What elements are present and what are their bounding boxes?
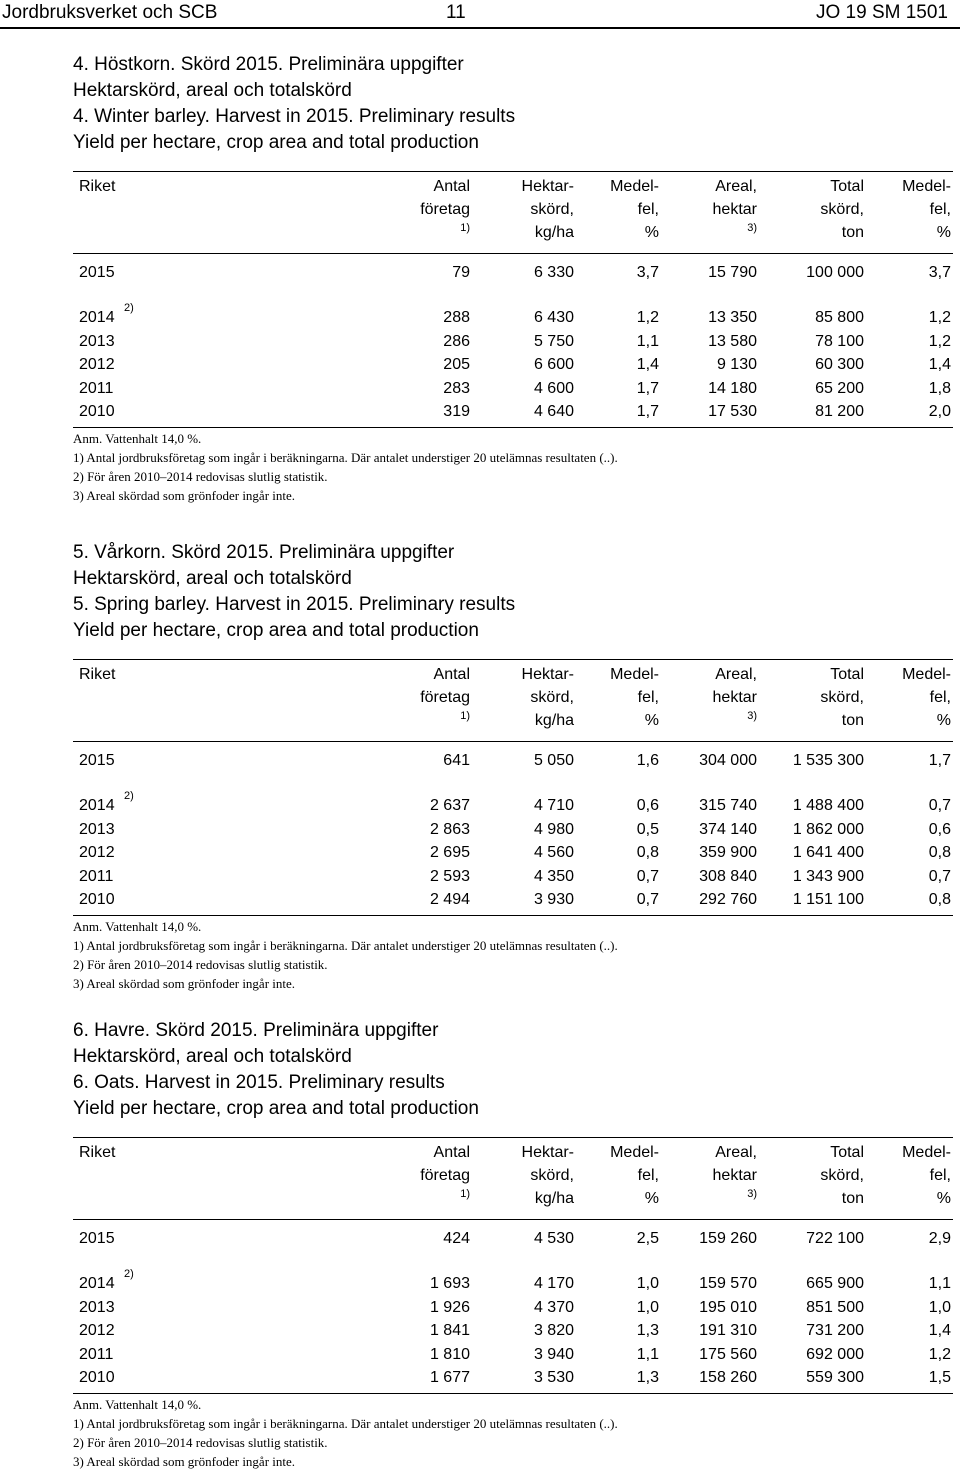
- table-cell: 3 820: [533, 1322, 574, 1339]
- column-header-label: kg/ha: [534, 224, 574, 241]
- table-cell: 195 010: [699, 1298, 757, 1316]
- table-cell: 1 488 400: [792, 797, 864, 814]
- footnote: 3) Areal skördad som grönfoder ingår inte.: [73, 975, 296, 991]
- table-cell: 292 760: [699, 891, 757, 908]
- table-cell: 5 750: [533, 332, 574, 350]
- footnote-ref: 1): [460, 1188, 470, 1200]
- table-cell: 3 530: [533, 1369, 574, 1386]
- table-cell: 1,0: [636, 1275, 659, 1292]
- column-header-label: %: [644, 224, 659, 241]
- table-cell: 731 200: [806, 1322, 864, 1339]
- table-cell: 4 530: [533, 1230, 574, 1247]
- footnote: 3) Areal skördad som grönfoder ingår inte.: [73, 1453, 296, 1469]
- table-cell: 319: [443, 403, 470, 420]
- table-cell: 9 130: [716, 356, 757, 373]
- column-header-label: Hektar-: [521, 666, 574, 683]
- table-title-sv: 5. Vårkorn. Skörd 2015. Preliminära uppgifter: [73, 542, 455, 563]
- table-cell: 286: [443, 332, 470, 350]
- table-cell: 1 693: [429, 1275, 470, 1292]
- header-rule-top: [73, 171, 953, 172]
- header-series-code: JO 19 SM 1501: [815, 2, 948, 23]
- row-year: 2011: [79, 1345, 114, 1363]
- column-header-label: fel,: [637, 201, 659, 218]
- table-cell: 15 790: [708, 264, 757, 281]
- table-cell: 304 000: [699, 752, 757, 769]
- table-cell: 158 260: [699, 1369, 757, 1386]
- table-cell: 0,7: [636, 891, 659, 908]
- row-year: 2015: [79, 1230, 115, 1247]
- table-cell: 315 740: [699, 797, 757, 814]
- table-cell: 4 170: [533, 1275, 574, 1292]
- table-title-en: 5. Spring barley. Harvest in 2015. Preliminary results: [73, 594, 516, 615]
- footnote: 2) För åren 2010–2014 redovisas slutlig statistik.: [73, 468, 328, 484]
- column-header-label: fel,: [929, 1167, 951, 1184]
- column-header-label: Total: [830, 1144, 864, 1161]
- header-rule-top: [73, 659, 953, 660]
- table-title-sv: 6. Havre. Skörd 2015. Preliminära uppgifter: [73, 1020, 439, 1041]
- table-cell: 0,8: [636, 844, 659, 861]
- column-header-label: Areal,: [715, 666, 757, 683]
- table-cell: 722 100: [806, 1230, 864, 1247]
- footnote: 1) Antal jordbruksföretag som ingår i beräkningarna. Där antalet understiger 20 utelämnas resultaten (..).: [73, 937, 618, 953]
- footnote-ref: 1): [460, 710, 470, 722]
- footnote: Anm. Vattenhalt 14,0 %.: [73, 430, 202, 446]
- table-cell: 1,6: [636, 752, 659, 769]
- header-rule-bottom: [73, 741, 953, 742]
- column-header-label: %: [644, 1190, 659, 1207]
- table-cell: 3,7: [928, 264, 951, 281]
- table-cell: 4 350: [533, 867, 574, 885]
- footnote-ref: 3): [747, 1188, 757, 1200]
- table-cell: 1,1: [636, 1345, 659, 1363]
- table-cell: 1,2: [636, 309, 659, 326]
- column-header-label: skörd,: [820, 689, 864, 706]
- header-publisher: Jordbruksverket och SCB: [2, 2, 218, 23]
- row-year: 2011: [79, 379, 114, 397]
- table-cell: 283: [443, 379, 470, 397]
- column-header-label: ton: [841, 712, 864, 729]
- page-number: 11: [446, 2, 466, 23]
- header-rule-bottom: [73, 1219, 953, 1220]
- footnote-ref: 2): [124, 302, 134, 314]
- table-cell: 1 535 300: [792, 752, 864, 769]
- table-cell: 1,1: [928, 1275, 951, 1292]
- row-year: 2015: [79, 752, 115, 769]
- table-cell: 85 800: [815, 309, 864, 326]
- column-header-label: ton: [841, 1190, 864, 1207]
- column-header-label: fel,: [637, 689, 659, 706]
- table-cell: 4 600: [533, 379, 574, 397]
- row-year: 2012: [79, 1322, 115, 1339]
- table-cell: 3 940: [533, 1345, 574, 1363]
- column-header-label: skörd,: [820, 1167, 864, 1184]
- table-cell: 159 260: [699, 1230, 757, 1247]
- table-cell: 424: [443, 1230, 470, 1247]
- table-title-en: Yield per hectare, crop area and total production: [73, 132, 479, 153]
- table-title-sv: Hektarskörd, areal och totalskörd: [73, 80, 352, 101]
- column-header-label: företag: [420, 689, 470, 706]
- table-cell: 2 494: [429, 891, 470, 908]
- column-header-label: Medel-: [902, 1144, 951, 1161]
- footnote: 2) För åren 2010–2014 redovisas slutlig statistik.: [73, 1434, 328, 1450]
- table-cell: 6 600: [533, 356, 574, 373]
- column-header-label: kg/ha: [534, 1190, 574, 1207]
- table-cell: 559 300: [806, 1369, 864, 1386]
- column-header-label: fel,: [929, 689, 951, 706]
- table-cell: 4 710: [533, 797, 574, 814]
- table-cell: 3 930: [533, 891, 574, 908]
- row-year: 2013: [79, 1298, 115, 1316]
- table-title-sv: Hektarskörd, areal och totalskörd: [73, 568, 352, 589]
- table-bottom-rule: [73, 1393, 953, 1394]
- table-cell: 2,5: [636, 1230, 659, 1247]
- table-title-en: Yield per hectare, crop area and total production: [73, 1098, 479, 1119]
- header-rule-top: [73, 1137, 953, 1138]
- row-year: 2013: [79, 332, 115, 350]
- table-cell: 1,2: [928, 1345, 951, 1363]
- table-title-en: 4. Winter barley. Harvest in 2015. Preliminary results: [73, 106, 516, 127]
- row-year: 2012: [79, 356, 115, 373]
- column-header-label: Medel-: [902, 666, 951, 683]
- table-cell: 1,8: [928, 379, 951, 397]
- header-rule: [0, 27, 960, 29]
- row-year: 2011: [79, 867, 114, 885]
- table-cell: 13 580: [708, 332, 757, 350]
- column-header-label: skörd,: [530, 689, 574, 706]
- table-cell: 0,6: [928, 820, 951, 838]
- column-header-label: fel,: [637, 1167, 659, 1184]
- column-header-label: %: [936, 224, 951, 241]
- column-header-label: Total: [830, 178, 864, 195]
- table-bottom-rule: [73, 427, 953, 428]
- table-cell: 5 050: [533, 752, 574, 769]
- column-header-riket: Riket: [79, 178, 116, 195]
- table-cell: 1,4: [636, 356, 659, 373]
- column-header-label: Total: [830, 666, 864, 683]
- row-year: 2014: [79, 309, 115, 326]
- table-cell: 1,7: [636, 403, 659, 420]
- column-header-label: skörd,: [820, 201, 864, 218]
- table-cell: 0,5: [636, 820, 659, 838]
- column-header-label: fel,: [929, 201, 951, 218]
- table-title-sv: Hektarskörd, areal och totalskörd: [73, 1046, 352, 1067]
- page-header: [0, 0, 960, 26]
- table-cell: 1 641 400: [792, 844, 864, 861]
- table-cell: 6 430: [533, 309, 574, 326]
- table-cell: 374 140: [699, 820, 757, 838]
- table-cell: 175 560: [699, 1345, 757, 1363]
- table-cell: 79: [452, 264, 470, 281]
- table-cell: 2 593: [429, 867, 470, 885]
- table-cell: 2,9: [928, 1230, 951, 1247]
- footnote: Anm. Vattenhalt 14,0 %.: [73, 1396, 202, 1412]
- column-header-label: Antal: [433, 1144, 470, 1161]
- column-header-label: Medel-: [610, 666, 659, 683]
- table-cell: 1 862 000: [792, 820, 864, 838]
- table-cell: 1 677: [429, 1369, 470, 1386]
- column-header-label: Hektar-: [521, 178, 574, 195]
- table-cell: 1 810: [429, 1345, 470, 1363]
- table-section: [0, 52, 960, 503]
- row-year: 2015: [79, 264, 115, 281]
- table-section: [0, 540, 960, 991]
- table-cell: 1,0: [928, 1298, 951, 1316]
- row-year: 2010: [79, 1369, 115, 1386]
- column-header-riket: Riket: [79, 666, 116, 683]
- column-header-riket: Riket: [79, 1144, 116, 1161]
- column-header-label: Areal,: [715, 178, 757, 195]
- table-cell: 100 000: [806, 264, 864, 281]
- table-section: [0, 1018, 960, 1469]
- table-cell: 6 330: [533, 264, 574, 281]
- table-cell: 1,3: [636, 1322, 659, 1339]
- column-header-label: ton: [841, 224, 864, 241]
- row-year: 2010: [79, 403, 115, 420]
- table-cell: 1,5: [928, 1369, 951, 1386]
- table-cell: 4 370: [533, 1298, 574, 1316]
- table-cell: 81 200: [815, 403, 864, 420]
- footnote-ref: 2): [124, 790, 134, 802]
- table-cell: 1,2: [928, 309, 951, 326]
- column-header-label: företag: [420, 1167, 470, 1184]
- column-header-label: hektar: [712, 689, 757, 706]
- column-header-label: Hektar-: [521, 1144, 574, 1161]
- footnote-ref: 3): [747, 222, 757, 234]
- table-cell: 1 151 100: [792, 891, 864, 908]
- row-year: 2010: [79, 891, 115, 908]
- row-year: 2014: [79, 797, 115, 814]
- column-header-label: Medel-: [610, 1144, 659, 1161]
- table-cell: 851 500: [806, 1298, 864, 1316]
- table-cell: 4 640: [533, 403, 574, 420]
- table-cell: 78 100: [815, 332, 864, 350]
- footnote-ref: 1): [460, 222, 470, 234]
- table-cell: 1,7: [636, 379, 659, 397]
- table-cell: 1,3: [636, 1369, 659, 1386]
- column-header-label: skörd,: [530, 201, 574, 218]
- table-cell: 1,1: [636, 332, 659, 350]
- table-cell: 641: [443, 752, 470, 769]
- table-bottom-rule: [73, 915, 953, 916]
- table-title-en: 6. Oats. Harvest in 2015. Preliminary results: [73, 1072, 445, 1093]
- column-header-label: hektar: [712, 201, 757, 218]
- footnote: Anm. Vattenhalt 14,0 %.: [73, 918, 202, 934]
- table-cell: 2 695: [429, 844, 470, 861]
- footnote: 2) För åren 2010–2014 redovisas slutlig statistik.: [73, 956, 328, 972]
- table-cell: 0,7: [636, 867, 659, 885]
- column-header-label: %: [936, 1190, 951, 1207]
- table-cell: 4 560: [533, 844, 574, 861]
- table-title-en: Yield per hectare, crop area and total production: [73, 620, 479, 641]
- table-cell: 0,8: [928, 891, 951, 908]
- table-cell: 1,4: [928, 356, 951, 373]
- column-header-label: Medel-: [902, 178, 951, 195]
- column-header-label: Antal: [433, 178, 470, 195]
- table-cell: 191 310: [699, 1322, 757, 1339]
- table-cell: 1 343 900: [792, 867, 864, 885]
- table-cell: 665 900: [806, 1275, 864, 1292]
- header-rule-bottom: [73, 253, 953, 254]
- table-cell: 60 300: [815, 356, 864, 373]
- table-cell: 1,7: [928, 752, 951, 769]
- footnote: 3) Areal skördad som grönfoder ingår inte.: [73, 487, 296, 503]
- table-cell: 2,0: [928, 403, 951, 420]
- row-year: 2014: [79, 1275, 115, 1292]
- table-cell: 2 863: [429, 820, 470, 838]
- column-header-label: hektar: [712, 1167, 757, 1184]
- table-cell: 0,8: [928, 844, 951, 861]
- row-year: 2012: [79, 844, 115, 861]
- table-cell: 692 000: [806, 1345, 864, 1363]
- footnote-ref: 3): [747, 710, 757, 722]
- column-header-label: Medel-: [610, 178, 659, 195]
- table-cell: 0,7: [928, 797, 951, 814]
- table-cell: 13 350: [708, 309, 757, 326]
- table-cell: 288: [443, 309, 470, 326]
- table-cell: 0,6: [636, 797, 659, 814]
- footnote: 1) Antal jordbruksföretag som ingår i beräkningarna. Där antalet understiger 20 utelämnas resultaten (..).: [73, 1415, 618, 1431]
- table-cell: 1,2: [928, 332, 951, 350]
- table-cell: 1,0: [636, 1298, 659, 1316]
- column-header-label: företag: [420, 201, 470, 218]
- table-cell: 17 530: [708, 403, 757, 420]
- table-cell: 0,7: [928, 867, 951, 885]
- table-cell: 1 926: [429, 1298, 470, 1316]
- table-cell: 4 980: [533, 820, 574, 838]
- table-cell: 2 637: [429, 797, 470, 814]
- footnote: 1) Antal jordbruksföretag som ingår i beräkningarna. Där antalet understiger 20 utelämnas resultaten (..).: [73, 449, 618, 465]
- column-header-label: %: [936, 712, 951, 729]
- table-cell: 3,7: [636, 264, 659, 281]
- table-cell: 359 900: [699, 844, 757, 861]
- table-cell: 1 841: [429, 1322, 470, 1339]
- column-header-label: Antal: [433, 666, 470, 683]
- table-cell: 308 840: [699, 867, 757, 885]
- row-year: 2013: [79, 820, 115, 838]
- table-title-sv: 4. Höstkorn. Skörd 2015. Preliminära uppgifter: [73, 54, 464, 75]
- table-cell: 65 200: [815, 379, 864, 397]
- table-cell: 159 570: [699, 1275, 757, 1292]
- footnote-ref: 2): [124, 1268, 134, 1280]
- table-cell: 1,4: [928, 1322, 951, 1339]
- table-cell: 14 180: [708, 379, 757, 397]
- column-header-label: skörd,: [530, 1167, 574, 1184]
- column-header-label: Areal,: [715, 1144, 757, 1161]
- column-header-label: kg/ha: [534, 712, 574, 729]
- table-cell: 205: [443, 356, 470, 373]
- column-header-label: %: [644, 712, 659, 729]
